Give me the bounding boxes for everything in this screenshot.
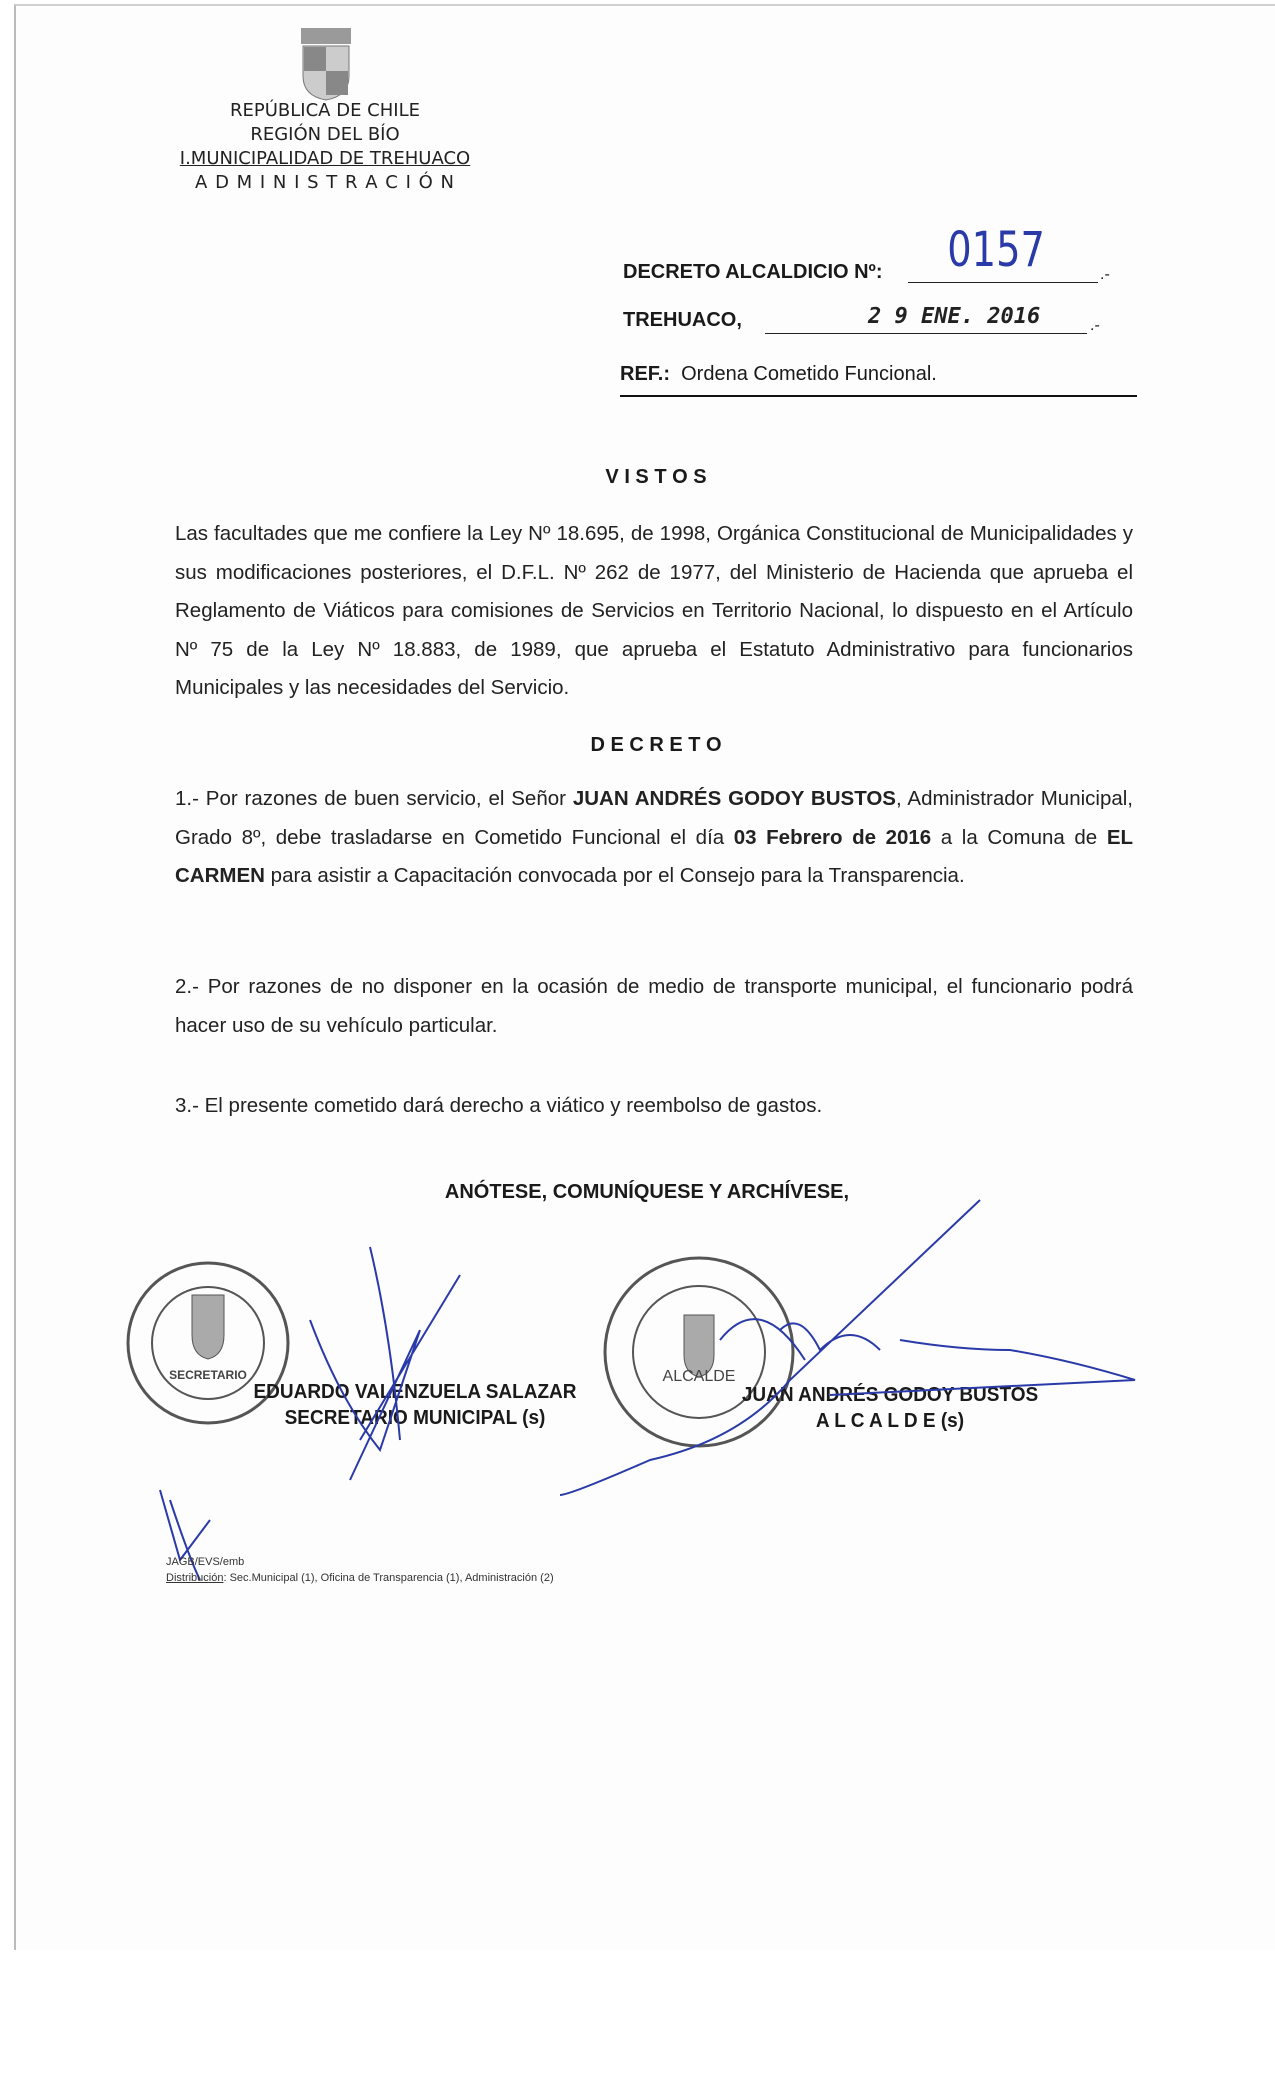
closing-formula: ANÓTESE, COMUNÍQUESE Y ARCHÍVESE, bbox=[444, 1181, 850, 1203]
header-department: A D M I N I S T R A C I Ó N bbox=[195, 172, 455, 193]
mayor-signature bbox=[560, 1200, 1135, 1495]
decree-item-2: 2.- Por razones de no disponer en la ocasión de medio de transporte municipal, el funcionario podrá hacer uso de su vehículo particular. bbox=[175, 975, 1133, 1037]
secretary-signature bbox=[310, 1247, 460, 1480]
t: , Administrador Municipal, Grado 8º, debe trasladarse en Cometido Funcional el día bbox=[175, 787, 1134, 849]
distribution bbox=[166, 1572, 554, 1584]
t: 1.- Por razones de buen servicio, el Señor bbox=[175, 787, 573, 810]
decree-number-handwritten: 0157 bbox=[947, 222, 1045, 278]
t: para asistir a Capacitación convocada por el Consejo para la Transparencia. bbox=[264, 864, 965, 887]
suffix: .- bbox=[1090, 317, 1100, 334]
suffix: .- bbox=[1100, 266, 1110, 283]
vistos-text: Las facultades que me confiere la Ley Nº 18.695, de 1998, Orgánica Constitucional de Municipalidades y sus modificaciones posteriores, el D.F.L. Nº 262 de 1977, del Ministerio de Hacienda que aprueba el Reglamento de Viáticos para comisiones de Servicios en Territorio Nacional, lo dispuesto en el Artículo Nº 75 de la Ley Nº 18.883, de 1989, que aprueba el Estatuto Administrativo para funcionarios Municipales y las necesidades del Servicio. bbox=[175, 522, 1133, 699]
mayor-role: A L C A L D E (s) bbox=[815, 1410, 965, 1432]
distribution-label: Distribución bbox=[166, 1572, 224, 1584]
initials: JAGB/EVS/emb bbox=[166, 1556, 245, 1568]
vistos-title: V I S T O S bbox=[605, 466, 707, 488]
distribution-text: : Sec.Municipal (1), Oficina de Transparencia (1), Administración (2) bbox=[223, 1572, 554, 1584]
svg-text:ALCALDE: ALCALDE bbox=[662, 1368, 736, 1385]
t: a la Comuna de bbox=[931, 825, 1107, 849]
header-municipality: I.MUNICIPALIDAD DE TREHUACO bbox=[179, 148, 471, 169]
header-country: REPÚBLICA DE CHILE bbox=[230, 100, 420, 121]
secretary-name: EDUARDO VALENZUELA SALAZAR bbox=[253, 1381, 577, 1403]
travel-date: 03 Febrero de 2016 bbox=[733, 825, 932, 849]
date-stamp: 2 9 ENE. 2016 bbox=[868, 304, 1041, 329]
header-region: REGIÓN DEL BÍO bbox=[250, 124, 400, 145]
decree-item-3: 3.- El presente cometido dará derecho a viático y reembolso de gastos. bbox=[175, 1094, 823, 1117]
decree-number-label: DECRETO ALCALDICIO Nº: bbox=[623, 261, 883, 283]
ref-text: Ordena Cometido Funcional. bbox=[681, 363, 937, 385]
ref-label: REF.: bbox=[620, 363, 670, 385]
destination: EL CARMEN bbox=[175, 825, 1134, 887]
place-label: TREHUACO, bbox=[623, 309, 742, 331]
svg-text:SECRETARIO: SECRETARIO bbox=[169, 1368, 247, 1382]
mayor-name: JUAN ANDRÉS GODOY BUSTOS bbox=[741, 1384, 1039, 1406]
secretary-role: SECRETARIO MUNICIPAL (s) bbox=[284, 1407, 546, 1429]
decreto-title: D E C R E T O bbox=[590, 734, 722, 756]
official-name: JUAN ANDRÉS GODOY BUSTOS bbox=[572, 787, 896, 810]
